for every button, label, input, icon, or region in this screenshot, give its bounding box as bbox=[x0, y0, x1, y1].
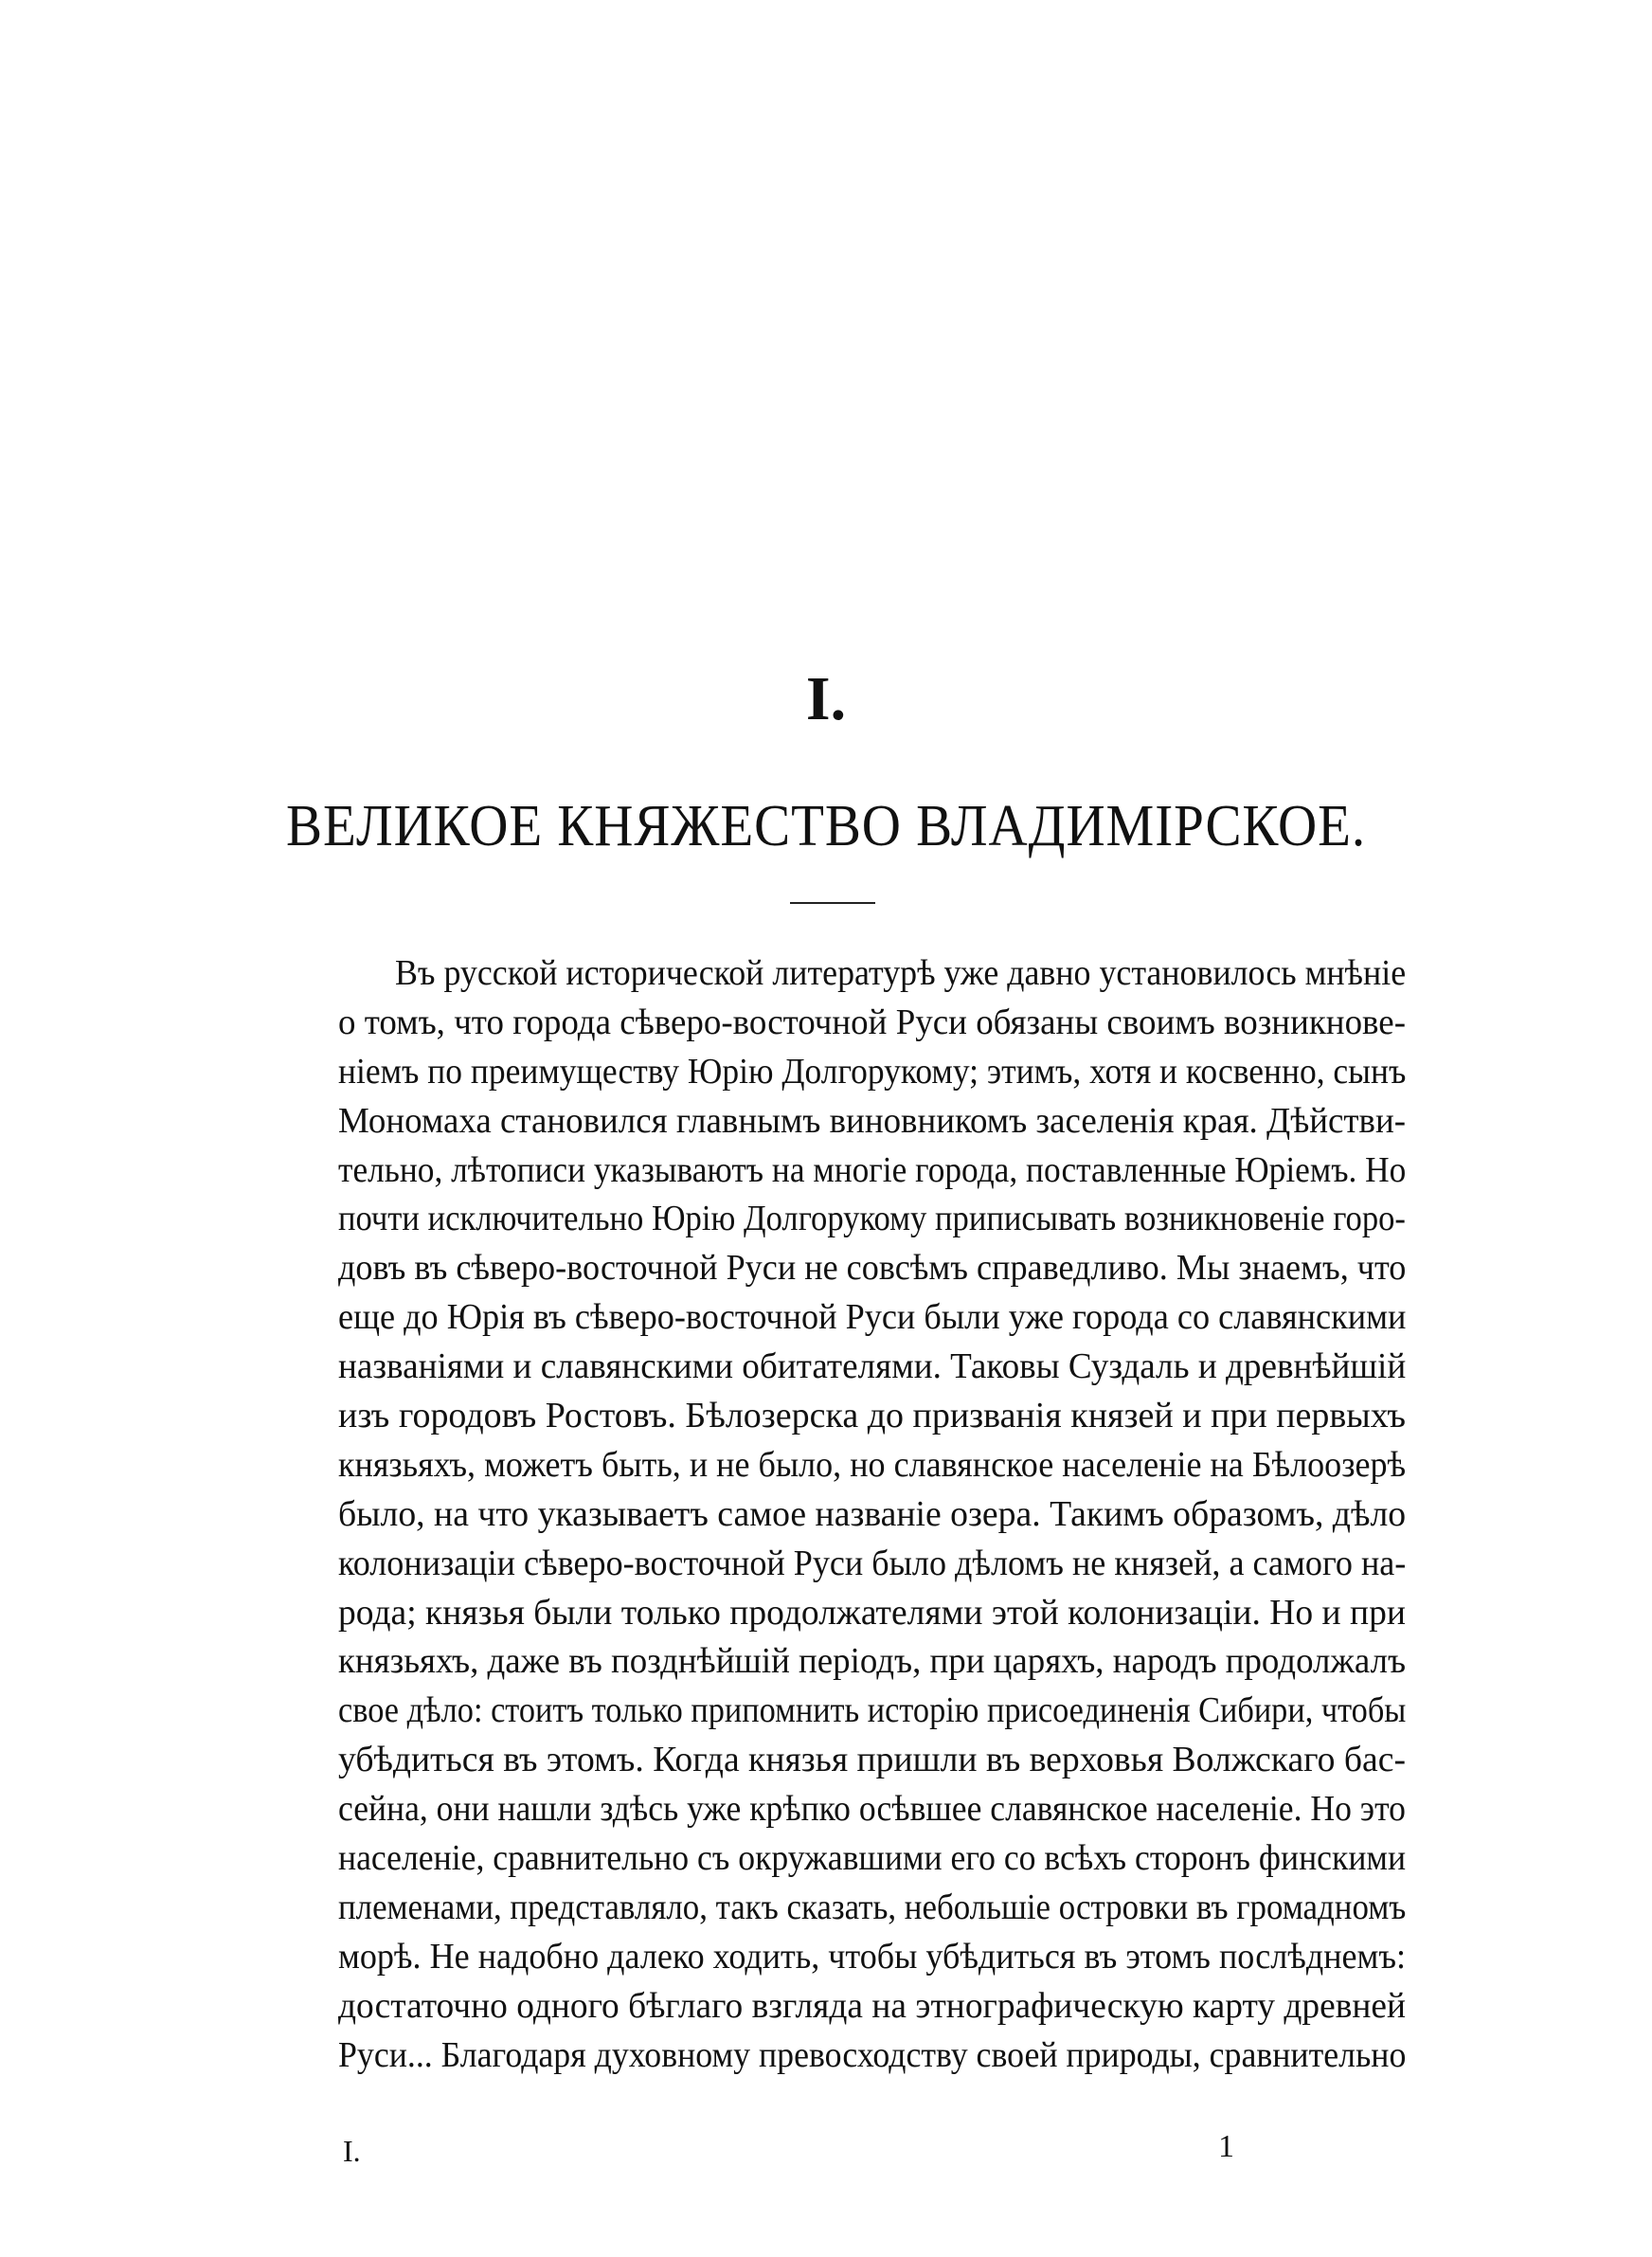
text-line: свое дѣло: стоитъ только припомнить исторію присоединенія Сибири, чтобы bbox=[338, 1690, 1407, 1731]
signature-mark: I. bbox=[343, 2134, 361, 2168]
text-line: изъ городовъ Ростовъ. Бѣлозерска до призванія князей и при первыхъ bbox=[338, 1396, 1406, 1436]
title-divider bbox=[790, 902, 875, 904]
text-line: ніемъ по преимуществу Юрію Долгорукому; этимъ, хотя и косвенно, сынъ bbox=[338, 1051, 1407, 1092]
text-line: племенами, представляло, такъ сказать, небольшіе островки въ громадномъ bbox=[338, 1887, 1407, 1927]
text-line: Руси... Благодаря духовному превосходству своей природы, сравнительно bbox=[338, 2034, 1407, 2075]
text-line: морѣ. Не надобно далеко ходить, чтобы убѣдиться въ этомъ послѣднемъ: bbox=[338, 1936, 1407, 1977]
text-line: было, на что указываетъ самое названіе озера. Такимъ образомъ, дѣло bbox=[338, 1493, 1407, 1534]
text-line: почти исключительно Юрію Долгорукому приписывать возникновеніе горо- bbox=[338, 1199, 1406, 1239]
page-number: 1 bbox=[1218, 2129, 1234, 2164]
text-line: названіями и славянскими обитателями. Таковы Суздаль и древнѣйшій bbox=[338, 1346, 1407, 1387]
chapter-number: I. bbox=[805, 664, 847, 733]
text-line: князьяхъ, даже въ позднѣйшій періодъ, при царяхъ, народъ продолжалъ bbox=[338, 1641, 1407, 1682]
text-line: убѣдиться въ этомъ. Когда князья пришли въ верховья Волжскаго бас- bbox=[338, 1740, 1406, 1780]
text-line: достаточно одного бѣглаго взгляда на этнографическую карту древней bbox=[338, 1985, 1407, 2026]
text-line: довъ въ сѣверо-восточной Руси не совсѣмъ справедливо. Мы знаемъ, что bbox=[338, 1248, 1407, 1289]
text-line: колонизаціи сѣверо-восточной Руси было дѣломъ не князей, а самого на- bbox=[338, 1543, 1407, 1583]
text-line: о томъ, что города сѣверо-восточной Руси обязаны своимъ возникнове- bbox=[338, 1002, 1407, 1042]
text-line: населеніе, сравнительно съ окружавшими его со всѣхъ сторонъ финскими bbox=[338, 1838, 1407, 1879]
text-line: еще до Юрія въ сѣверо-восточной Руси были уже города со славянскими bbox=[338, 1297, 1407, 1338]
chapter-title: ВЕЛИКОЕ КНЯЖЕСТВО ВЛАДИМІРСКОЕ. bbox=[285, 794, 1367, 858]
body-text bbox=[338, 949, 1406, 2080]
text-line: князьяхъ, можетъ быть, и не было, но славянское населеніе на Бѣлоозерѣ bbox=[338, 1444, 1407, 1485]
text-line: Въ русской исторической литературѣ уже давно установилось мнѣніе bbox=[395, 953, 1407, 993]
text-line: Мономаха становился главнымъ виновникомъ заселенія края. Дѣйстви- bbox=[338, 1100, 1407, 1141]
text-line: тельно, лѣтописи указываютъ на многіе города, поставленные Юріемъ. Но bbox=[338, 1149, 1407, 1190]
text-line: рода; князья были только продолжателями этой колонизаціи. Но и при bbox=[338, 1592, 1406, 1633]
text-line: сейна, они нашли здѣсь уже крѣпко осѣвшее славянское населеніе. Но это bbox=[338, 1789, 1406, 1830]
